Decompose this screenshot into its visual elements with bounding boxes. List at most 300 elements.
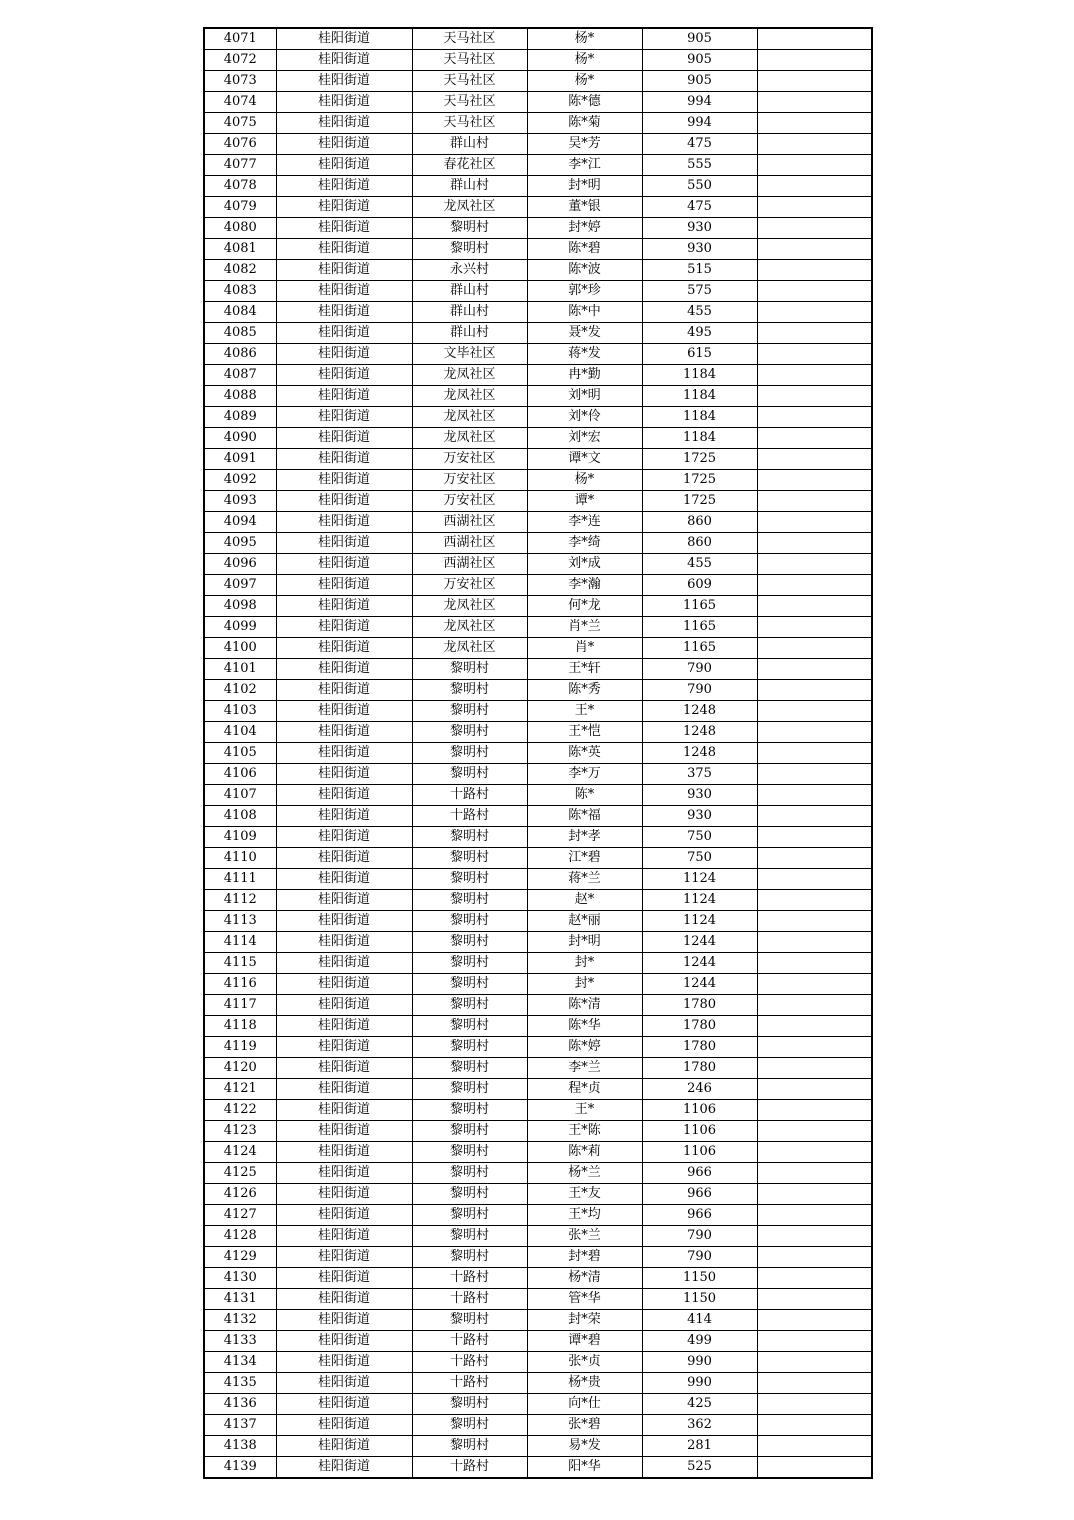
row-number-cell: 4110 <box>204 848 276 869</box>
amount-cell: 1184 <box>642 428 757 449</box>
row-number-cell: 4103 <box>204 701 276 722</box>
name-cell: 王*友 <box>527 1184 642 1205</box>
row-number-cell: 4102 <box>204 680 276 701</box>
community-cell: 黎明村 <box>412 890 527 911</box>
street-cell: 桂阳街道 <box>276 113 412 134</box>
community-cell: 群山村 <box>412 323 527 344</box>
community-cell: 黎明村 <box>412 911 527 932</box>
name-cell: 陈*福 <box>527 806 642 827</box>
row-number-cell: 4074 <box>204 92 276 113</box>
community-cell: 龙凤社区 <box>412 386 527 407</box>
community-cell: 黎明村 <box>412 1436 527 1457</box>
row-number-cell: 4098 <box>204 596 276 617</box>
street-cell: 桂阳街道 <box>276 995 412 1016</box>
street-cell: 桂阳街道 <box>276 28 412 50</box>
row-number-cell: 4096 <box>204 554 276 575</box>
name-cell: 吴*芳 <box>527 134 642 155</box>
community-cell: 春花社区 <box>412 155 527 176</box>
name-cell: 聂*发 <box>527 323 642 344</box>
amount-cell: 905 <box>642 28 757 50</box>
remark-cell <box>757 1268 872 1289</box>
table-row <box>204 575 872 596</box>
street-cell: 桂阳街道 <box>276 617 412 638</box>
remark-cell <box>757 617 872 638</box>
amount-cell: 905 <box>642 50 757 71</box>
community-cell: 西湖社区 <box>412 512 527 533</box>
table-row <box>204 1394 872 1415</box>
row-number-cell: 4073 <box>204 71 276 92</box>
name-cell: 杨*贵 <box>527 1373 642 1394</box>
community-cell: 十路村 <box>412 1331 527 1352</box>
street-cell: 桂阳街道 <box>276 911 412 932</box>
amount-cell: 1725 <box>642 470 757 491</box>
community-cell: 万安社区 <box>412 470 527 491</box>
row-number-cell: 4136 <box>204 1394 276 1415</box>
name-cell: 郭*珍 <box>527 281 642 302</box>
community-cell: 黎明村 <box>412 827 527 848</box>
street-cell: 桂阳街道 <box>276 1016 412 1037</box>
remark-cell <box>757 1163 872 1184</box>
table-row <box>204 323 872 344</box>
table-row <box>204 1163 872 1184</box>
table-row <box>204 995 872 1016</box>
remark-cell <box>757 260 872 281</box>
name-cell: 蒋*发 <box>527 344 642 365</box>
amount-cell: 555 <box>642 155 757 176</box>
amount-cell: 495 <box>642 323 757 344</box>
name-cell: 封* <box>527 974 642 995</box>
street-cell: 桂阳街道 <box>276 554 412 575</box>
row-number-cell: 4118 <box>204 1016 276 1037</box>
row-number-cell: 4116 <box>204 974 276 995</box>
name-cell: 杨* <box>527 470 642 491</box>
street-cell: 桂阳街道 <box>276 428 412 449</box>
table-row <box>204 28 872 50</box>
name-cell: 陈*中 <box>527 302 642 323</box>
table-row <box>204 71 872 92</box>
street-cell: 桂阳街道 <box>276 953 412 974</box>
name-cell: 肖* <box>527 638 642 659</box>
community-cell: 黎明村 <box>412 680 527 701</box>
community-cell: 黎明村 <box>412 1100 527 1121</box>
row-number-cell: 4095 <box>204 533 276 554</box>
amount-cell: 1248 <box>642 701 757 722</box>
name-cell: 李*连 <box>527 512 642 533</box>
name-cell: 刘*伶 <box>527 407 642 428</box>
community-cell: 黎明村 <box>412 1310 527 1331</box>
street-cell: 桂阳街道 <box>276 1289 412 1310</box>
table-row <box>204 911 872 932</box>
remark-cell <box>757 701 872 722</box>
remark-cell <box>757 1226 872 1247</box>
name-cell: 何*龙 <box>527 596 642 617</box>
remark-cell <box>757 911 872 932</box>
table-row <box>204 1121 872 1142</box>
table-row <box>204 260 872 281</box>
street-cell: 桂阳街道 <box>276 1100 412 1121</box>
remark-cell <box>757 1058 872 1079</box>
table-row <box>204 701 872 722</box>
name-cell: 杨* <box>527 50 642 71</box>
community-cell: 龙凤社区 <box>412 365 527 386</box>
amount-cell: 1184 <box>642 386 757 407</box>
row-number-cell: 4076 <box>204 134 276 155</box>
row-number-cell: 4090 <box>204 428 276 449</box>
community-cell: 黎明村 <box>412 1184 527 1205</box>
amount-cell: 246 <box>642 1079 757 1100</box>
street-cell: 桂阳街道 <box>276 869 412 890</box>
table-row <box>204 890 872 911</box>
remark-cell <box>757 1121 872 1142</box>
community-cell: 群山村 <box>412 176 527 197</box>
table-row <box>204 533 872 554</box>
street-cell: 桂阳街道 <box>276 407 412 428</box>
street-cell: 桂阳街道 <box>276 1226 412 1247</box>
table-row <box>204 344 872 365</box>
table-row <box>204 659 872 680</box>
amount-cell: 1725 <box>642 491 757 512</box>
community-cell: 龙凤社区 <box>412 197 527 218</box>
amount-cell: 609 <box>642 575 757 596</box>
community-cell: 黎明村 <box>412 1037 527 1058</box>
row-number-cell: 4071 <box>204 28 276 50</box>
community-cell: 龙凤社区 <box>412 407 527 428</box>
amount-cell: 905 <box>642 71 757 92</box>
remark-cell <box>757 827 872 848</box>
row-number-cell: 4081 <box>204 239 276 260</box>
row-number-cell: 4119 <box>204 1037 276 1058</box>
table-row <box>204 1373 872 1394</box>
table-row <box>204 176 872 197</box>
row-number-cell: 4089 <box>204 407 276 428</box>
street-cell: 桂阳街道 <box>276 491 412 512</box>
table-row <box>204 1352 872 1373</box>
table-row <box>204 1079 872 1100</box>
amount-cell: 550 <box>642 176 757 197</box>
amount-cell: 790 <box>642 680 757 701</box>
street-cell: 桂阳街道 <box>276 701 412 722</box>
table-row <box>204 470 872 491</box>
table-row <box>204 50 872 71</box>
table-row <box>204 491 872 512</box>
name-cell: 陈*清 <box>527 995 642 1016</box>
row-number-cell: 4115 <box>204 953 276 974</box>
remark-cell <box>757 428 872 449</box>
amount-cell: 994 <box>642 113 757 134</box>
table-row <box>204 1310 872 1331</box>
row-number-cell: 4088 <box>204 386 276 407</box>
row-number-cell: 4129 <box>204 1247 276 1268</box>
remark-cell <box>757 218 872 239</box>
row-number-cell: 4117 <box>204 995 276 1016</box>
community-cell: 龙凤社区 <box>412 638 527 659</box>
row-number-cell: 4126 <box>204 1184 276 1205</box>
community-cell: 黎明村 <box>412 1121 527 1142</box>
street-cell: 桂阳街道 <box>276 680 412 701</box>
table-row <box>204 1058 872 1079</box>
community-cell: 十路村 <box>412 1457 527 1479</box>
row-number-cell: 4106 <box>204 764 276 785</box>
name-cell: 谭*文 <box>527 449 642 470</box>
community-cell: 黎明村 <box>412 743 527 764</box>
community-cell: 十路村 <box>412 785 527 806</box>
street-cell: 桂阳街道 <box>276 1394 412 1415</box>
amount-cell: 375 <box>642 764 757 785</box>
community-cell: 黎明村 <box>412 701 527 722</box>
name-cell: 封*婷 <box>527 218 642 239</box>
name-cell: 封*荣 <box>527 1310 642 1331</box>
amount-cell: 615 <box>642 344 757 365</box>
name-cell: 封* <box>527 953 642 974</box>
remark-cell <box>757 1016 872 1037</box>
community-cell: 天马社区 <box>412 50 527 71</box>
remark-cell <box>757 1394 872 1415</box>
street-cell: 桂阳街道 <box>276 1058 412 1079</box>
name-cell: 陈*英 <box>527 743 642 764</box>
community-cell: 黎明村 <box>412 974 527 995</box>
street-cell: 桂阳街道 <box>276 1121 412 1142</box>
row-number-cell: 4104 <box>204 722 276 743</box>
amount-cell: 860 <box>642 533 757 554</box>
community-cell: 黎明村 <box>412 1205 527 1226</box>
amount-cell: 515 <box>642 260 757 281</box>
street-cell: 桂阳街道 <box>276 806 412 827</box>
name-cell: 陈*华 <box>527 1016 642 1037</box>
row-number-cell: 4121 <box>204 1079 276 1100</box>
table-row <box>204 785 872 806</box>
community-cell: 十路村 <box>412 1289 527 1310</box>
community-cell: 黎明村 <box>412 1394 527 1415</box>
amount-cell: 455 <box>642 554 757 575</box>
street-cell: 桂阳街道 <box>276 239 412 260</box>
amount-cell: 1244 <box>642 953 757 974</box>
street-cell: 桂阳街道 <box>276 155 412 176</box>
street-cell: 桂阳街道 <box>276 1079 412 1100</box>
amount-cell: 1150 <box>642 1268 757 1289</box>
community-cell: 黎明村 <box>412 1079 527 1100</box>
remark-cell <box>757 239 872 260</box>
table-row <box>204 932 872 953</box>
row-number-cell: 4111 <box>204 869 276 890</box>
community-cell: 文毕社区 <box>412 344 527 365</box>
community-cell: 黎明村 <box>412 764 527 785</box>
row-number-cell: 4139 <box>204 1457 276 1479</box>
remark-cell <box>757 1247 872 1268</box>
amount-cell: 990 <box>642 1352 757 1373</box>
row-number-cell: 4132 <box>204 1310 276 1331</box>
remark-cell <box>757 197 872 218</box>
name-cell: 陈*婷 <box>527 1037 642 1058</box>
remark-cell <box>757 1415 872 1436</box>
remark-cell <box>757 365 872 386</box>
street-cell: 桂阳街道 <box>276 218 412 239</box>
row-number-cell: 4124 <box>204 1142 276 1163</box>
row-number-cell: 4130 <box>204 1268 276 1289</box>
amount-cell: 930 <box>642 239 757 260</box>
name-cell: 杨* <box>527 28 642 50</box>
remark-cell <box>757 1100 872 1121</box>
remark-cell <box>757 1142 872 1163</box>
row-number-cell: 4109 <box>204 827 276 848</box>
remark-cell <box>757 1079 872 1100</box>
street-cell: 桂阳街道 <box>276 344 412 365</box>
amount-cell: 281 <box>642 1436 757 1457</box>
community-cell: 十路村 <box>412 1352 527 1373</box>
name-cell: 王*均 <box>527 1205 642 1226</box>
street-cell: 桂阳街道 <box>276 1247 412 1268</box>
community-cell: 天马社区 <box>412 92 527 113</box>
name-cell: 刘*明 <box>527 386 642 407</box>
row-number-cell: 4101 <box>204 659 276 680</box>
name-cell: 谭* <box>527 491 642 512</box>
name-cell: 阳*华 <box>527 1457 642 1479</box>
table-row <box>204 365 872 386</box>
table-row <box>204 596 872 617</box>
street-cell: 桂阳街道 <box>276 932 412 953</box>
amount-cell: 1106 <box>642 1142 757 1163</box>
street-cell: 桂阳街道 <box>276 281 412 302</box>
community-cell: 群山村 <box>412 302 527 323</box>
amount-cell: 930 <box>642 218 757 239</box>
remark-cell <box>757 1331 872 1352</box>
street-cell: 桂阳街道 <box>276 1163 412 1184</box>
table-row <box>204 1226 872 1247</box>
remark-cell <box>757 1352 872 1373</box>
street-cell: 桂阳街道 <box>276 92 412 113</box>
community-cell: 黎明村 <box>412 659 527 680</box>
remark-cell <box>757 113 872 134</box>
name-cell: 张*碧 <box>527 1415 642 1436</box>
row-number-cell: 4082 <box>204 260 276 281</box>
street-cell: 桂阳街道 <box>276 638 412 659</box>
street-cell: 桂阳街道 <box>276 1205 412 1226</box>
community-cell: 黎明村 <box>412 869 527 890</box>
remark-cell <box>757 596 872 617</box>
street-cell: 桂阳街道 <box>276 1373 412 1394</box>
street-cell: 桂阳街道 <box>276 449 412 470</box>
community-cell: 十路村 <box>412 1268 527 1289</box>
street-cell: 桂阳街道 <box>276 575 412 596</box>
table-row <box>204 1415 872 1436</box>
remark-cell <box>757 1373 872 1394</box>
amount-cell: 1184 <box>642 365 757 386</box>
remark-cell <box>757 764 872 785</box>
amount-cell: 1184 <box>642 407 757 428</box>
name-cell: 谭*碧 <box>527 1331 642 1352</box>
name-cell: 杨* <box>527 71 642 92</box>
row-number-cell: 4086 <box>204 344 276 365</box>
table-row <box>204 869 872 890</box>
amount-cell: 860 <box>642 512 757 533</box>
row-number-cell: 4137 <box>204 1415 276 1436</box>
table-row <box>204 638 872 659</box>
table-row <box>204 848 872 869</box>
amount-cell: 1248 <box>642 722 757 743</box>
table-row <box>204 218 872 239</box>
table-row <box>204 1457 872 1479</box>
amount-cell: 990 <box>642 1373 757 1394</box>
remark-cell <box>757 302 872 323</box>
remark-cell <box>757 1436 872 1457</box>
remark-cell <box>757 323 872 344</box>
name-cell: 王*陈 <box>527 1121 642 1142</box>
remark-cell <box>757 50 872 71</box>
table-row <box>204 1205 872 1226</box>
remark-cell <box>757 890 872 911</box>
community-cell: 黎明村 <box>412 953 527 974</box>
table-row <box>204 155 872 176</box>
street-cell: 桂阳街道 <box>276 1415 412 1436</box>
remark-cell <box>757 281 872 302</box>
street-cell: 桂阳街道 <box>276 323 412 344</box>
table-row <box>204 1037 872 1058</box>
amount-cell: 1165 <box>642 617 757 638</box>
community-cell: 群山村 <box>412 134 527 155</box>
name-cell: 管*华 <box>527 1289 642 1310</box>
street-cell: 桂阳街道 <box>276 71 412 92</box>
remark-cell <box>757 407 872 428</box>
table-row <box>204 1289 872 1310</box>
amount-cell: 1780 <box>642 1037 757 1058</box>
community-cell: 龙凤社区 <box>412 596 527 617</box>
row-number-cell: 4112 <box>204 890 276 911</box>
row-number-cell: 4079 <box>204 197 276 218</box>
remark-cell <box>757 1205 872 1226</box>
table-row <box>204 1247 872 1268</box>
row-number-cell: 4107 <box>204 785 276 806</box>
remark-cell <box>757 680 872 701</box>
community-cell: 万安社区 <box>412 449 527 470</box>
row-number-cell: 4072 <box>204 50 276 71</box>
row-number-cell: 4134 <box>204 1352 276 1373</box>
community-cell: 永兴村 <box>412 260 527 281</box>
community-cell: 黎明村 <box>412 1016 527 1037</box>
street-cell: 桂阳街道 <box>276 1331 412 1352</box>
name-cell: 刘*成 <box>527 554 642 575</box>
row-number-cell: 4092 <box>204 470 276 491</box>
street-cell: 桂阳街道 <box>276 1142 412 1163</box>
remark-cell <box>757 953 872 974</box>
amount-cell: 790 <box>642 1226 757 1247</box>
row-number-cell: 4120 <box>204 1058 276 1079</box>
row-number-cell: 4122 <box>204 1100 276 1121</box>
remark-cell <box>757 575 872 596</box>
table-row <box>204 113 872 134</box>
amount-cell: 1165 <box>642 638 757 659</box>
amount-cell: 362 <box>642 1415 757 1436</box>
amount-cell: 414 <box>642 1310 757 1331</box>
table-row <box>204 1142 872 1163</box>
amount-cell: 994 <box>642 92 757 113</box>
amount-cell: 750 <box>642 827 757 848</box>
street-cell: 桂阳街道 <box>276 533 412 554</box>
name-cell: 程*贞 <box>527 1079 642 1100</box>
street-cell: 桂阳街道 <box>276 197 412 218</box>
remark-cell <box>757 1037 872 1058</box>
table-row <box>204 92 872 113</box>
community-cell: 黎明村 <box>412 1058 527 1079</box>
community-cell: 黎明村 <box>412 1142 527 1163</box>
table-row <box>204 680 872 701</box>
name-cell: 杨*清 <box>527 1268 642 1289</box>
amount-cell: 1106 <box>642 1121 757 1142</box>
row-number-cell: 4091 <box>204 449 276 470</box>
table-row <box>204 1268 872 1289</box>
amount-cell: 1150 <box>642 1289 757 1310</box>
row-number-cell: 4099 <box>204 617 276 638</box>
table-row <box>204 554 872 575</box>
row-number-cell: 4097 <box>204 575 276 596</box>
